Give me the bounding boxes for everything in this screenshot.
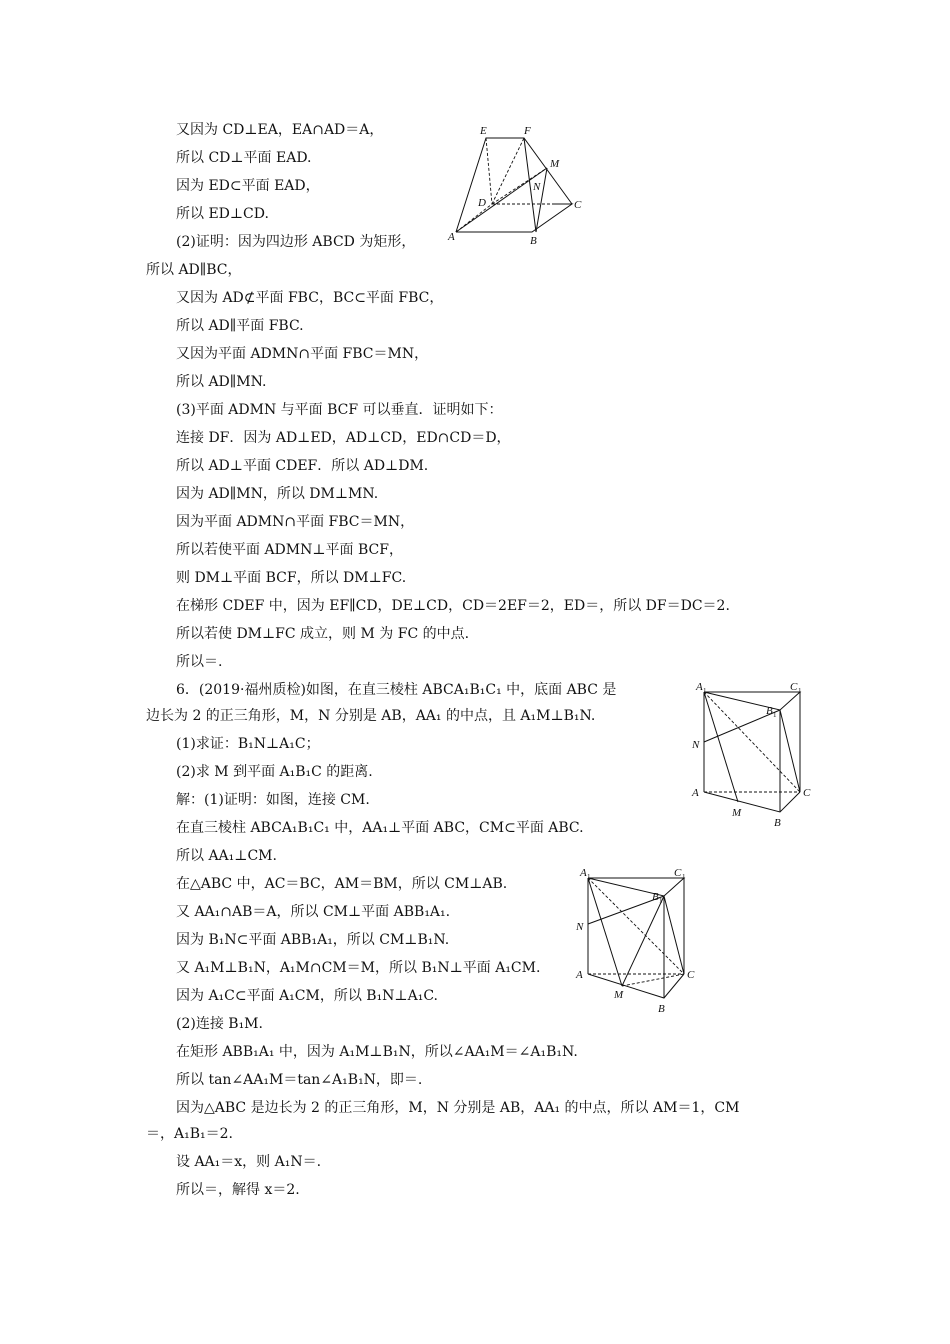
fig3-edge [664,896,684,974]
text-line: 因为 A₁C⊂平面 A₁CM，所以 B₁N⊥A₁C. [176,988,438,1004]
label-M: M [550,158,560,170]
label-F: F [524,125,531,137]
text-line: 所以若使 DM⊥FC 成立，则 M 为 FC 的中点. [176,626,470,642]
label-A1: A [580,867,587,879]
label-N: N [576,921,584,933]
label-A: A [576,969,583,981]
text-line: 所以若使平面 ADMN⊥平面 BCF， [176,542,403,558]
text-line: 在梯形 CDEF 中，因为 EF∥CD，DE⊥CD，CD＝2EF＝2，ED＝，所以 DF＝DC＝2. [176,598,730,614]
text-line: 所以 ED⊥CD. [176,206,269,222]
fig3-edge [588,878,684,896]
text-line: 又因为平面 ADMN∩平面 FBC＝MN， [176,346,429,362]
label-E: E [480,125,487,137]
label-B: B [658,1003,665,1015]
label-D: D [478,197,486,209]
fig3-edge [622,974,684,986]
text-line: 设 AA₁＝x，则 A₁N＝. [176,1154,322,1170]
fig1-edge [486,138,492,204]
text-line: 又 AA₁∩AB＝A，所以 CM⊥平面 ABB₁A₁. [176,904,451,920]
text-line: (1)求证：B₁N⊥A₁C； [176,736,320,752]
text-line: 因为 ED⊂平面 EAD， [176,178,320,194]
text-line: 又因为 CD⊥EA，EA∩AD＝A， [176,122,384,138]
text-line: 所以 tan∠AA₁M＝tan∠A₁B₁N，即＝. [176,1072,423,1088]
label-A: A [692,787,699,799]
text-line: 则 DM⊥平面 BCF，所以 DM⊥FC. [176,570,407,586]
text-line: 解：(1)证明：如图，连接 CM. [176,792,370,808]
label-C: C [687,969,695,981]
label-B: B [530,235,537,247]
text-line: (2)求 M 到平面 A₁B₁C 的距离. [176,764,373,780]
text-line: 6．(2019·福州质检)如图，在直三棱柱 ABCA₁B₁C₁ 中，底面 ABC 是 [176,682,617,698]
fig2-edge [704,792,800,812]
text-line: 所以 AD∥BC， [146,262,242,278]
text-line: 所以 CD⊥平面 EAD. [176,150,312,166]
text-line: 所以 AA₁⊥CM. [176,848,277,864]
text-line: 又因为 AD⊄平面 FBC，BC⊂平面 FBC， [176,290,444,306]
fig2-edge [704,692,800,792]
text-line: 边长为 2 的正三角形，M，N 分别是 AB，AA₁ 的中点，且 A₁M⊥B₁N. [146,708,596,724]
label-sub: 1 [682,873,686,881]
fig1-edge [456,204,492,232]
label-A: A [448,231,455,243]
label-C: C [574,199,582,211]
label-sub: 1 [659,897,663,905]
fig3-edge [588,974,684,998]
fig1-edge [456,168,547,232]
text-line: 在矩形 ABB₁A₁ 中，因为 A₁M⊥B₁N，所以∠AA₁M＝∠A₁B₁N. [176,1044,578,1060]
text-line: ＝，A₁B₁＝2. [146,1126,233,1142]
label-M: M [732,807,742,819]
text-line: 所以 AD∥平面 FBC. [176,318,304,334]
label-B1: B [652,891,659,903]
label-sub: 1 [798,687,802,695]
label-B: B [774,817,781,829]
fig2-edge [780,710,800,792]
text-line: 连接 DF．因为 AD⊥ED，AD⊥CD，ED∩CD＝D， [176,430,511,446]
text-line: 所以＝，解得 x＝2. [176,1182,300,1198]
text-line: 又 A₁M⊥B₁N，A₁M∩CM＝M，所以 B₁N⊥平面 A₁CM. [176,960,541,976]
label-N: N [692,739,700,751]
prism-figure-1 [690,680,820,830]
text-line: 因为△ABC 是边长为 2 的正三角形，M，N 分别是 AB，AA₁ 的中点，所以 AM＝1，CM [176,1100,740,1116]
text-line: 所以＝. [176,654,223,670]
label-M: M [614,989,624,1001]
label-C1: C [790,681,798,693]
fig1-edge [492,138,524,204]
text-line: 所以 AD⊥平面 CDEF．所以 AD⊥DM. [176,458,429,474]
label-sub: 1 [773,711,777,719]
text-line: (2)连接 B₁M. [176,1016,263,1032]
label-N: N [533,181,541,193]
fig3-edge [588,878,622,986]
label-A1: A [696,681,703,693]
text-line: (3)平面 ADMN 与平面 BCF 可以垂直．证明如下： [176,402,503,418]
text-line: 在△ABC 中，AC＝BC，AM＝BM，所以 CM⊥AB. [176,876,508,892]
label-B1: B [766,705,773,717]
text-line: 所以 AD∥MN. [176,374,267,390]
text-line: (2)证明：因为四边形 ABCD 为矩形， [176,234,416,250]
text-line: 因为 B₁N⊂平面 ABB₁A₁，所以 CM⊥B₁N. [176,932,450,948]
fig2-edge [704,692,738,802]
label-C1: C [674,867,682,879]
text-line: 在直三棱柱 ABCA₁B₁C₁ 中，AA₁⊥平面 ABC，CM⊂平面 ABC. [176,820,584,836]
label-sub: 1 [587,873,591,881]
solid-figure-abcdef [440,120,590,250]
fig3-edge [588,878,684,974]
label-sub: 1 [703,687,707,695]
text-line: 因为平面 ADMN∩平面 FBC＝MN， [176,514,415,530]
label-C: C [803,787,811,799]
prism-figure-2 [574,866,704,1016]
text-line: 因为 AD∥MN，所以 DM⊥MN. [176,486,379,502]
